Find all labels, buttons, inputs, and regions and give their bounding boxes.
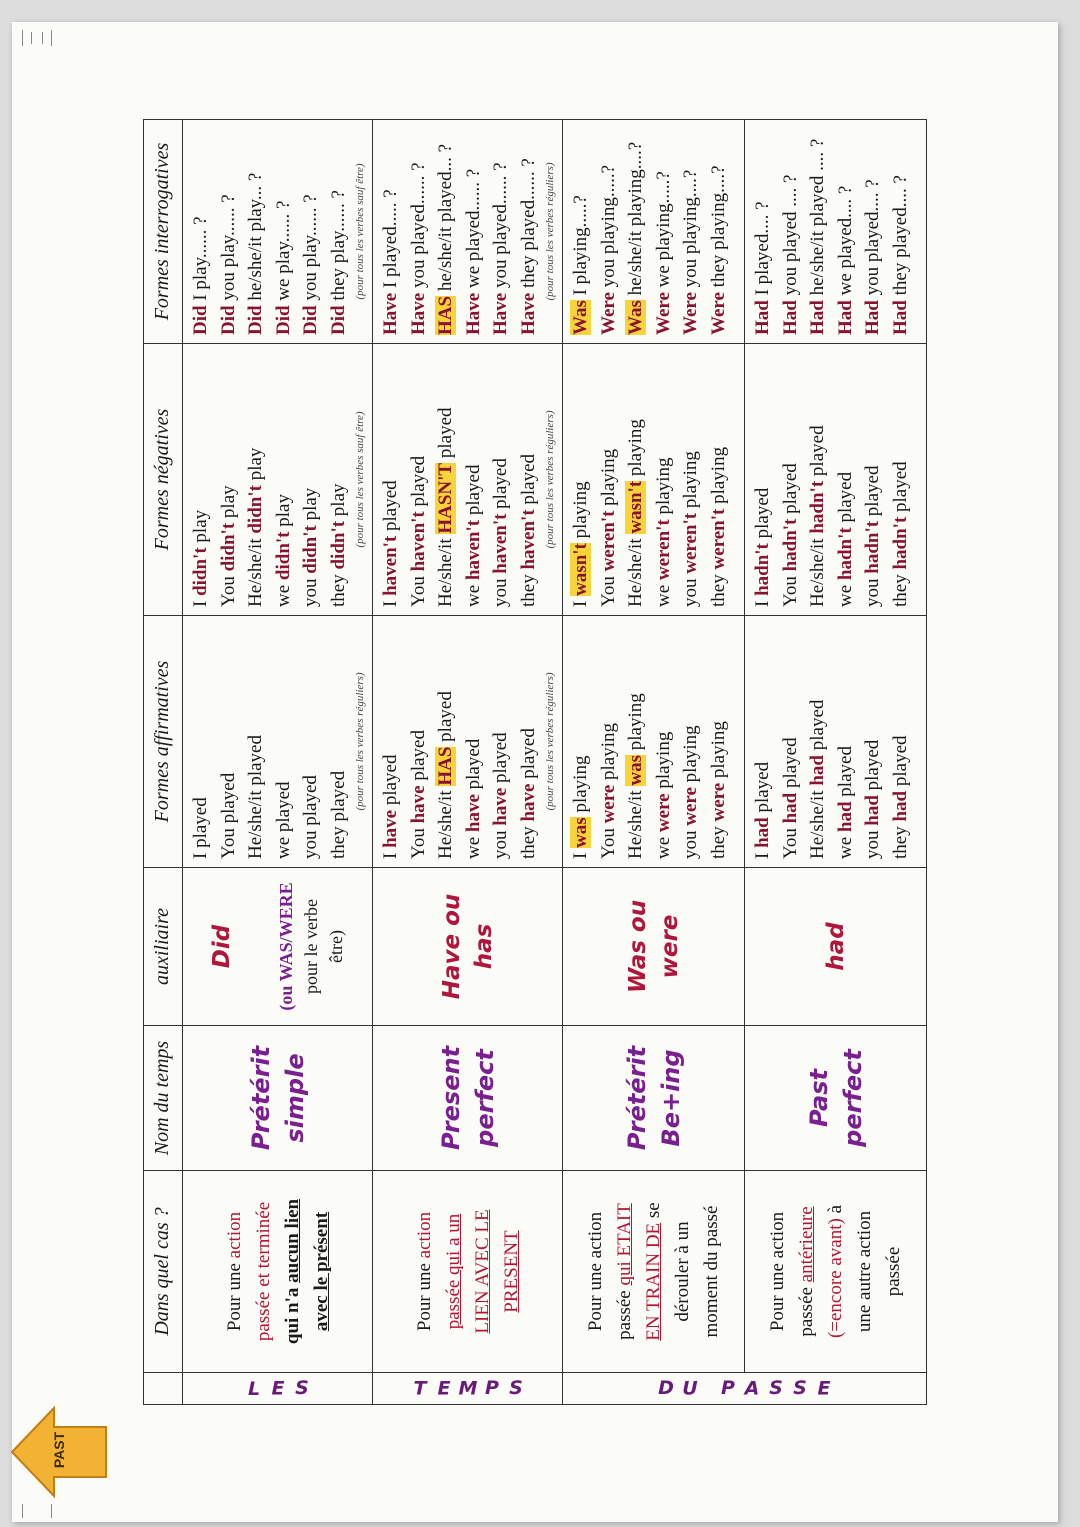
aux-word: Was ou were	[624, 899, 683, 994]
form-line: Have I played..... ?	[380, 189, 401, 335]
form-line: I was playing	[570, 755, 591, 859]
form-line: you weren't playing	[680, 451, 701, 607]
case-text: PRESENT	[500, 1230, 522, 1313]
form-line: I played	[190, 797, 211, 859]
group-letter: P	[720, 1377, 735, 1400]
negative-forms	[183, 344, 373, 616]
case-description	[373, 1171, 563, 1373]
form-line: You weren't playing	[597, 448, 619, 607]
form-line: Were you playing.....?	[597, 164, 619, 335]
form-line: you haven't played	[490, 458, 511, 607]
form-line: Had we played.... ?	[834, 185, 856, 335]
header-row	[144, 120, 183, 1405]
form-line: I didn't play	[190, 509, 211, 607]
tense-name	[183, 1026, 373, 1171]
case-text: à	[825, 1204, 846, 1219]
header-affirmative: Formes affirmatives	[144, 616, 183, 868]
binding-mark	[22, 1504, 52, 1518]
tense-word: Present	[436, 1045, 465, 1151]
form-line: Had they played.... ?	[889, 175, 911, 335]
auxiliary	[183, 868, 373, 1026]
form-line: Had you played.... ?	[862, 179, 883, 335]
form-line: You have played	[407, 730, 429, 859]
group-letter: L	[247, 1377, 260, 1400]
form-line: you have played	[490, 732, 511, 859]
form-note: (pour tous les verbes sauf être)	[354, 163, 366, 300]
form-line: they haven't played	[517, 453, 539, 607]
form-line: they played	[327, 770, 349, 859]
group-letters	[373, 1373, 563, 1405]
form-line: we played	[272, 781, 294, 859]
form-line: Were you playing....?	[680, 169, 701, 335]
form-note: (pour tous les verbes réguliers)	[544, 162, 556, 301]
auxiliary	[373, 868, 563, 1026]
aux-note: pour le verbe	[301, 899, 321, 994]
table-row	[745, 120, 927, 1405]
form-line: we didn't play	[272, 494, 294, 607]
form-line: He/she/it HAS played	[435, 691, 456, 859]
form-line: Did I play...... ?	[190, 216, 211, 335]
case-text: Pour une action	[585, 1211, 606, 1332]
form-line: I wasn't playing	[570, 481, 591, 607]
form-line: they had played	[889, 735, 911, 859]
form-line: we had played	[834, 746, 856, 859]
group-letter: A	[744, 1377, 759, 1400]
form-line: Did they play...... ?	[327, 190, 349, 335]
form-line: You haven't played	[407, 455, 429, 607]
form-line: you hadn't played	[862, 465, 883, 607]
form-line: Did we play...... ?	[272, 200, 294, 335]
form-line: He/she/it had played	[807, 699, 828, 859]
form-line: Have we played...... ?	[462, 168, 484, 335]
form-line: you had played	[862, 739, 883, 859]
form-line: You had played	[779, 737, 801, 859]
tense-word: simple	[280, 1053, 309, 1143]
aux-word: had	[822, 922, 849, 971]
form-line: You were playing	[597, 722, 619, 859]
auxiliary	[563, 868, 745, 1026]
case-text: aucun lien	[281, 1198, 303, 1283]
group-letter: E	[817, 1377, 830, 1400]
form-note: (pour tous les verbes réguliers)	[354, 672, 366, 811]
tense-table-rotated	[143, 120, 918, 1405]
case-text: qui ETAIT	[614, 1203, 635, 1286]
form-line: I hadn't played	[752, 487, 773, 607]
form-line: Had he/she/it played .... ?	[807, 138, 828, 335]
group-letter: E	[437, 1377, 450, 1400]
table-row	[563, 120, 745, 1405]
group-letter: T	[413, 1377, 426, 1400]
table-row	[373, 120, 563, 1405]
group-letter: S	[792, 1377, 807, 1400]
form-line: you didn't play	[300, 487, 321, 607]
auxiliary	[745, 868, 927, 1026]
case-text: passée	[883, 1246, 904, 1297]
group-letter: S	[768, 1377, 783, 1400]
form-line: Did he/she/it play... ?	[245, 172, 266, 335]
group-header	[144, 1373, 183, 1405]
affirmative-forms	[563, 616, 745, 868]
negative-forms	[745, 344, 927, 616]
group-letter: M	[458, 1377, 477, 1400]
form-line: He/she/it played	[245, 735, 266, 859]
affirmative-forms	[745, 616, 927, 868]
form-line: You hadn't played	[779, 463, 801, 607]
group-letter: S	[508, 1377, 523, 1400]
negative-forms	[563, 344, 745, 616]
case-text: EN TRAIN DE	[643, 1222, 664, 1341]
affirmative-forms	[373, 616, 563, 868]
form-line: Was I playing.....?	[570, 195, 591, 335]
form-note: (pour tous les verbes réguliers)	[544, 410, 556, 549]
case-text: passée	[796, 1282, 817, 1337]
group-letter: D	[657, 1377, 674, 1400]
form-line: He/she/it HASN'T played	[435, 407, 456, 607]
case-text: antérieure	[796, 1206, 817, 1283]
form-line: Have you played...... ?	[407, 162, 429, 335]
aux-note: être)	[326, 930, 346, 963]
aux-word: Did	[209, 924, 235, 969]
tense-word: Be+ing	[656, 1049, 685, 1147]
tense-name	[745, 1026, 927, 1171]
case-text: qui n'a	[281, 1282, 303, 1345]
form-line: we haven't played	[462, 464, 484, 607]
form-line: we have played	[462, 738, 484, 859]
tense-word: Prétérit	[622, 1045, 651, 1151]
tense-word: Prétérit	[246, 1045, 275, 1151]
group-letter: E	[271, 1377, 284, 1400]
form-line: Did you play...... ?	[217, 194, 239, 335]
aux-note: (ou WAS/WERE	[276, 882, 296, 1011]
form-line: they hadn't played	[889, 461, 911, 607]
group-letter: S	[294, 1377, 309, 1400]
header-aux: auxiliaire	[144, 868, 183, 1026]
form-line: He/she/it hadn't played	[807, 425, 828, 607]
form-line: you were playing	[680, 725, 701, 859]
form-note: (pour tous les verbes réguliers)	[544, 672, 556, 811]
interrogative-forms	[745, 120, 927, 344]
case-text: Pour une	[413, 1258, 435, 1332]
group-letter: P	[484, 1377, 499, 1400]
interrogative-forms	[373, 120, 563, 344]
case-text: action	[223, 1211, 245, 1259]
case-text: LIEN AVEC LE	[471, 1209, 493, 1334]
form-line: I had played	[752, 761, 773, 859]
header-negative: Formes négatives	[144, 344, 183, 616]
form-line: Have they played...... ?	[517, 158, 539, 335]
form-line: Did you play...... ?	[300, 194, 321, 335]
case-text: (=encore avant)	[825, 1218, 846, 1339]
interrogative-forms	[183, 120, 373, 344]
tense-name	[373, 1026, 563, 1171]
case-description	[745, 1171, 927, 1373]
tense-table	[143, 119, 927, 1405]
case-text: Pour une action	[767, 1211, 788, 1332]
case-text: passée et terminée	[252, 1201, 274, 1342]
form-line: we hadn't played	[834, 471, 856, 607]
interrogative-forms	[563, 120, 745, 344]
aux-word: Have ou has	[438, 893, 497, 1000]
binding-mark	[22, 30, 52, 46]
case-text: Pour une	[223, 1258, 245, 1332]
header-interrogative: Formes interrogatives	[144, 120, 183, 344]
form-line: they weren't playing	[707, 446, 729, 607]
form-line: Were we playing.....?	[652, 171, 674, 335]
past-label: PAST	[51, 1431, 67, 1469]
tense-name	[563, 1026, 745, 1171]
case-text: avec le présent	[310, 1211, 332, 1332]
form-line: You played	[217, 772, 239, 859]
form-line: we were playing	[652, 731, 674, 859]
case-text: action	[413, 1211, 435, 1259]
group-letter: U	[681, 1377, 698, 1400]
negative-forms	[373, 344, 563, 616]
case-description	[563, 1171, 745, 1373]
tense-word: perfect	[470, 1049, 499, 1147]
case-text: une autre action	[854, 1210, 875, 1333]
group-letters	[183, 1373, 373, 1405]
form-line: they didn't play	[327, 483, 349, 607]
case-text: se	[643, 1202, 664, 1223]
tense-word: Past	[804, 1069, 833, 1128]
form-line: Have you played...... ?	[490, 162, 511, 335]
form-line: they were playing	[707, 721, 729, 859]
form-line: I have played	[380, 754, 401, 859]
form-line: Had I played.... ?	[752, 201, 773, 335]
header-case: Dans quel cas ?	[144, 1171, 183, 1373]
form-line: I haven't played	[380, 480, 401, 607]
case-text: passée qui a un	[442, 1213, 464, 1330]
form-note: (pour tous les verbes sauf être)	[354, 411, 366, 548]
form-line: you played	[300, 775, 321, 859]
table-row	[183, 120, 373, 1405]
form-line: Was he/she/it playing....?	[625, 141, 646, 335]
group-letters	[563, 1373, 927, 1405]
form-line: He/she/it was playing	[625, 693, 646, 859]
form-line: He/she/it wasn't playing	[625, 419, 646, 607]
form-line: they have played	[517, 728, 539, 859]
header-tense: Nom du temps	[144, 1026, 183, 1171]
case-text: dérouler à un	[672, 1221, 693, 1322]
case-text: passée	[614, 1285, 635, 1340]
tense-word: perfect	[838, 1049, 867, 1147]
case-description	[183, 1171, 373, 1373]
affirmative-forms	[183, 616, 373, 868]
form-line: Had you played .... ?	[779, 174, 801, 335]
form-line: we weren't playing	[652, 457, 674, 607]
case-text: moment du passé	[701, 1205, 722, 1338]
form-line: Were they playing....?	[707, 165, 729, 335]
form-line: He/she/it didn't play	[245, 447, 266, 607]
form-line: HAS he/she/it played... ?	[435, 143, 456, 335]
form-line: You didn't play	[217, 485, 239, 607]
